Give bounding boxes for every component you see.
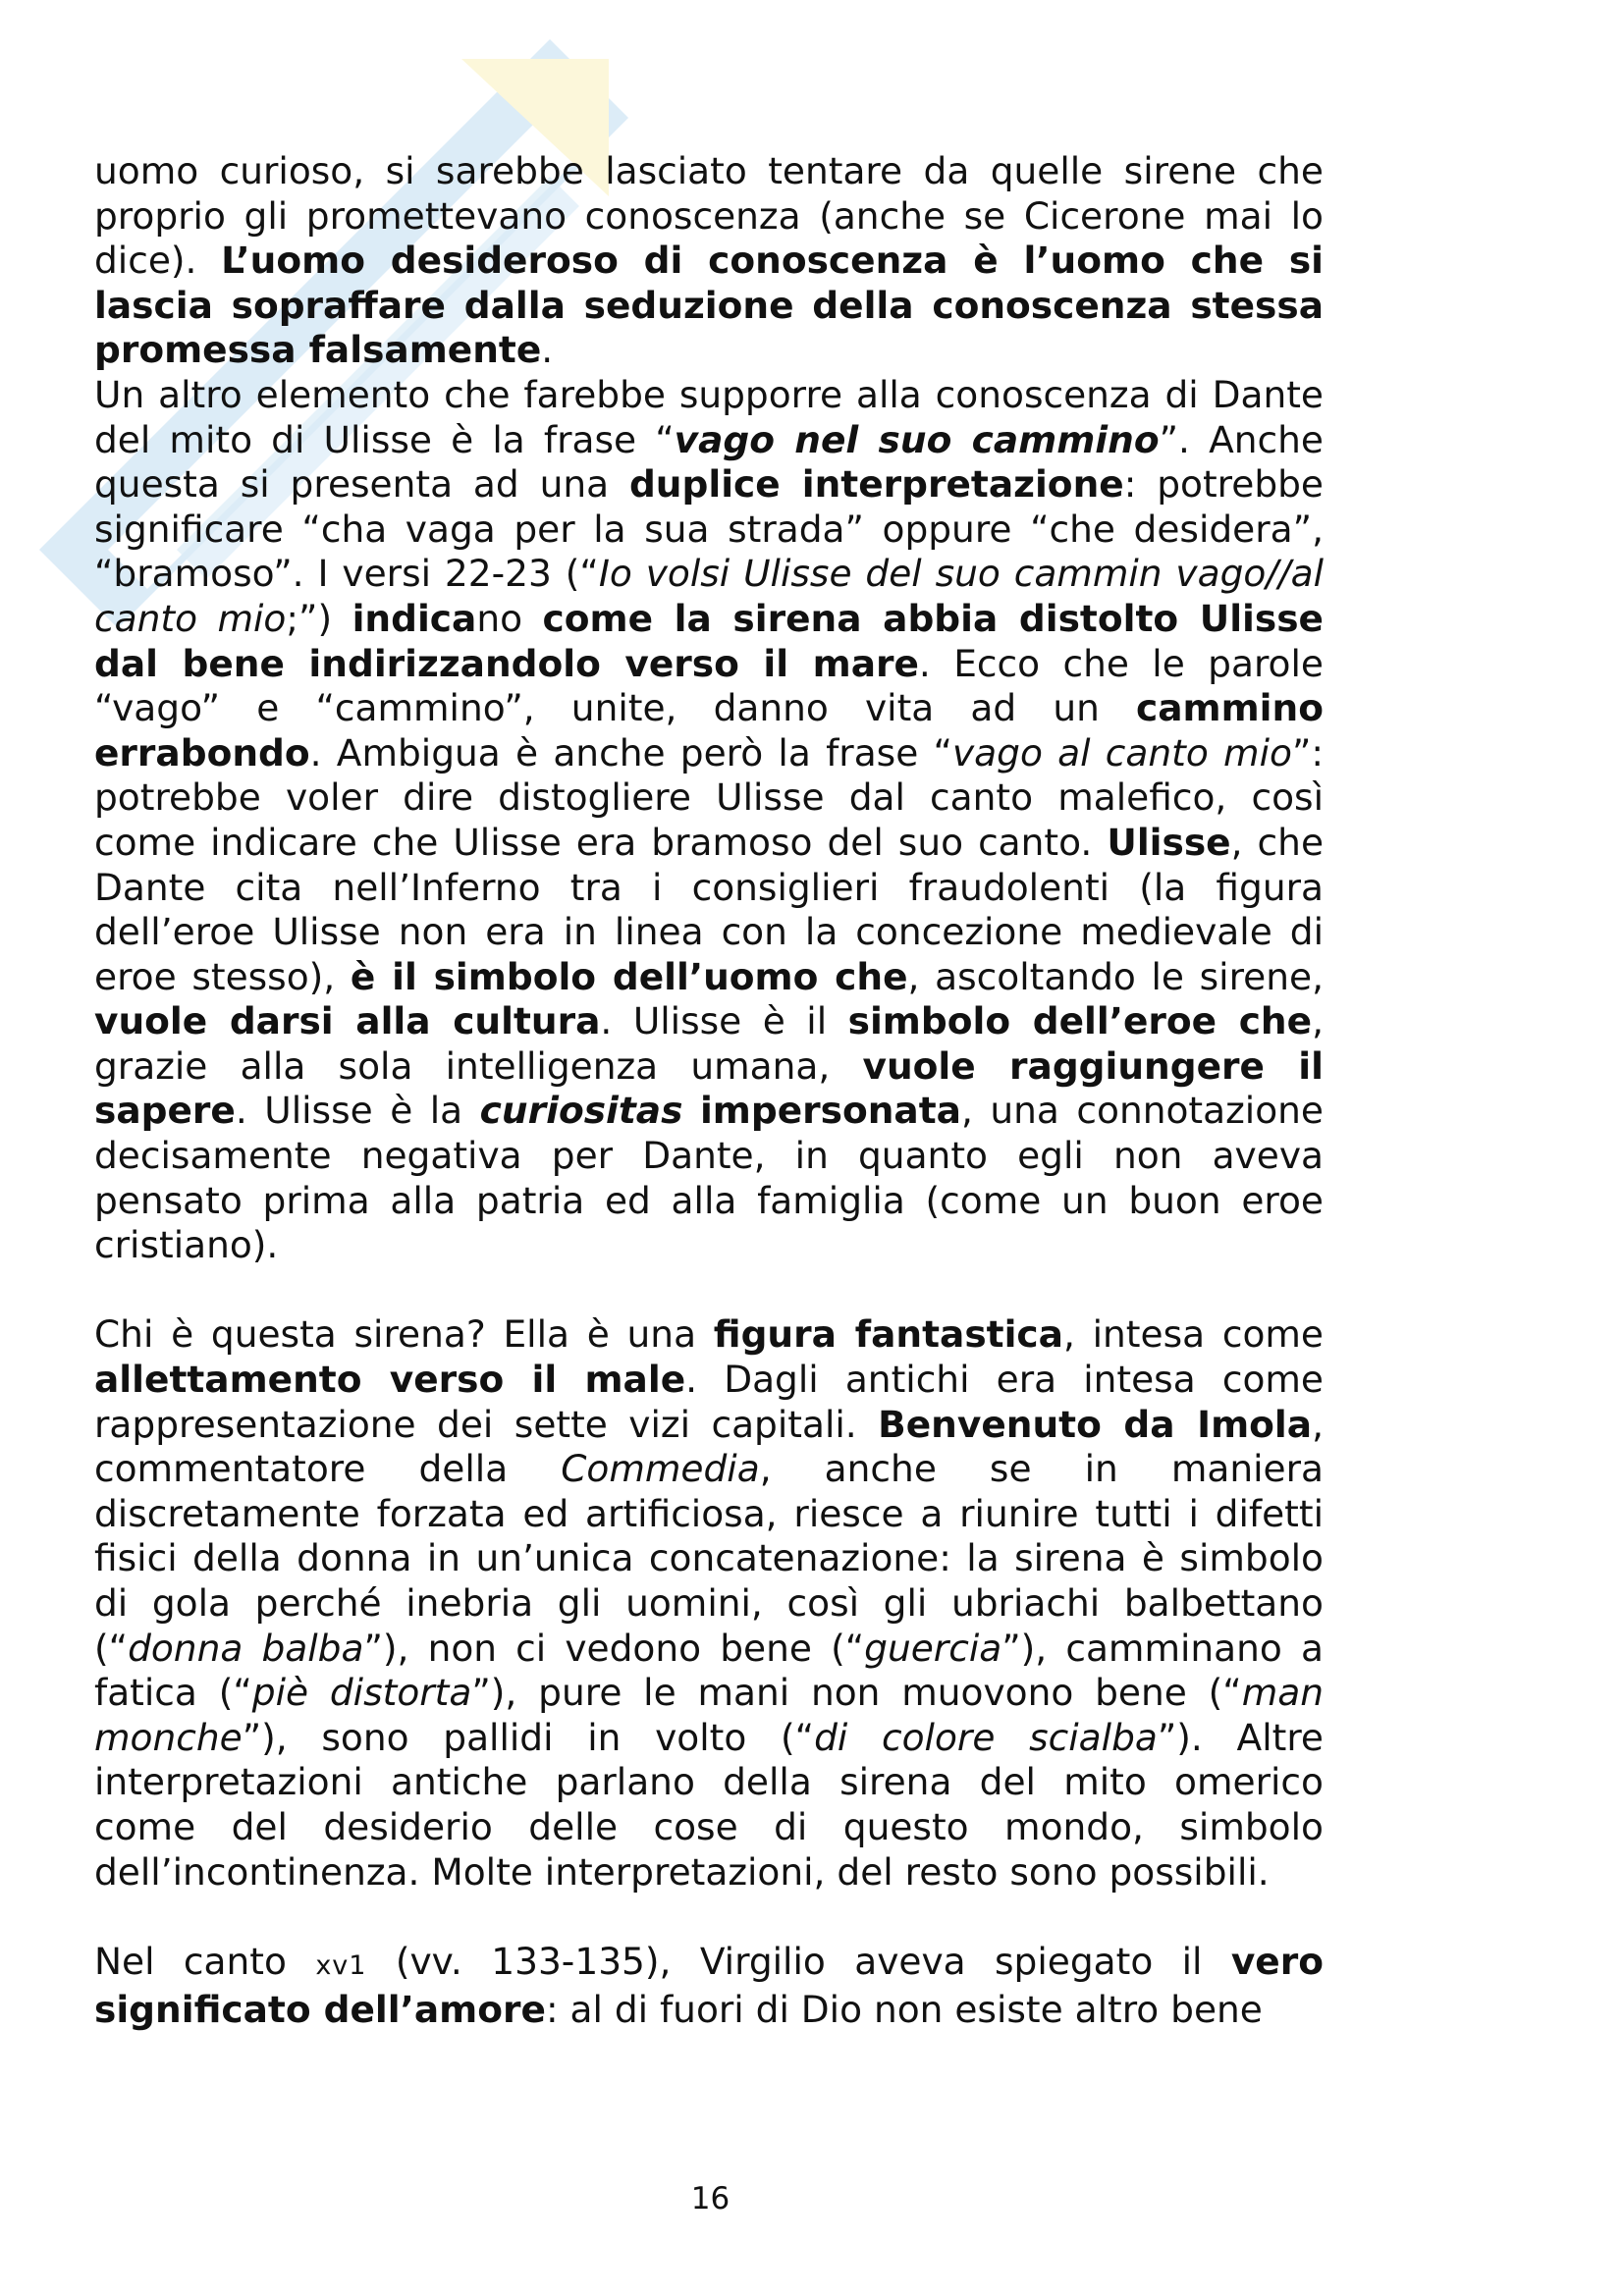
text-run: Benvenuto da Imola: [878, 1402, 1313, 1446]
text-run: ”), non ci vedono bene (“: [363, 1626, 865, 1670]
text-run: figura fantastica: [713, 1312, 1063, 1357]
text-run: [480, 1089, 683, 1132]
text-run: . Ecco che le parole “vago” e “cammino”, unite, danno vita ad un: [94, 641, 1324, 730]
text-run: , commentatore della: [94, 1402, 1324, 1491]
text-run: no: [476, 596, 543, 640]
text-run: curiositas: [479, 1089, 683, 1133]
text-run: piè distorta: [251, 1671, 472, 1715]
text-run: xv1: [315, 1949, 367, 1981]
paragraph: [94, 1312, 1324, 1895]
text-run: . Ulisse è il: [600, 999, 848, 1043]
text-run: ”), camminano a fatica (“: [94, 1626, 1324, 1715]
text-run: vuole raggiungere il sapere: [94, 1043, 1324, 1133]
text-run: . Ulisse è la: [235, 1089, 480, 1133]
text-run: Nel canto: [94, 1939, 316, 1983]
page-number: 16: [690, 2181, 730, 2216]
text-run: è il simbolo dell’uomo che: [350, 954, 908, 998]
text-run: come la sirena abbia distolto Ulisse dal bene indirizzandolo verso il mare: [94, 596, 1324, 685]
text-run: di colore scialba: [814, 1715, 1158, 1759]
text-run: allettamento verso il male: [94, 1358, 686, 1402]
text-run: ”). Altre interpretazioni antiche parlano della sirena del mito omerico come del desiderio delle cose di questo mondo, simbolo dell’incontinenza. Molte interpretazioni, del resto sono possibili.: [94, 1715, 1324, 1894]
text-run: ;”): [286, 596, 352, 640]
text-run: vago al canto mio: [951, 730, 1292, 774]
text-run: ”), pure le mani non muovono bene (“: [471, 1671, 1242, 1715]
text-run: (vv. 133-135), Virgilio aveva spiegato il: [366, 1939, 1231, 1983]
text-run: : al di fuori di Dio non esiste altro bene: [545, 1988, 1263, 2032]
text-run: donna balba: [128, 1626, 364, 1670]
text-run: , ascoltando le sirene,: [907, 954, 1324, 998]
text-run: ”), sono pallidi in volto (“: [242, 1715, 815, 1759]
text-run: vero significato dell’amore: [94, 1939, 1324, 2032]
text-run: , grazie alla sola intelligenza umana,: [94, 999, 1324, 1088]
text-run: , una connotazione decisamente negativa per Dante, in quanto egli non aveva pensato prima alla patria ed alla famiglia (come un buon eroe cristiano).: [94, 1089, 1324, 1267]
text-run: Io volsi Ulisse del suo cammin vago//al canto mio: [94, 552, 1324, 640]
paragraph: [94, 373, 1324, 1268]
text-run: , che Dante cita nell’Inferno tra i consiglieri fraudolenti (la figura dell’eroe Ulisse non era in linea con la concezione medievale di eroe stesso),: [94, 820, 1325, 998]
text-run: , intesa come: [1062, 1312, 1324, 1357]
paragraph: [94, 1940, 1324, 2033]
text-run: impersonata: [699, 1089, 961, 1133]
text-run: man monche: [94, 1671, 1324, 1759]
text-run: L’uomo desideroso di conoscenza è l’uomo che si lascia sopraffare dalla seduzione della conoscenza stessa promessa falsamente: [94, 239, 1324, 372]
text-run: Ulisse: [1107, 820, 1231, 864]
text-run: Commedia: [561, 1447, 760, 1491]
text-run: simbolo dell’eroe che: [847, 999, 1313, 1043]
text-run: [675, 418, 1160, 461]
text-run: Chi è questa sirena? Ella è una: [94, 1312, 714, 1357]
text-run: vuole darsi alla cultura: [94, 999, 601, 1043]
text-run: guercia: [864, 1626, 1002, 1670]
text-run: uomo curioso, si sarebbe lasciato tentare da quelle sirene che proprio gli promettevano conoscenza (anche se Cicerone mai lo dice).: [94, 149, 1324, 283]
text-run: [682, 1089, 700, 1132]
text-run: vago nel suo cammino: [674, 417, 1160, 461]
text-run: indica: [352, 596, 477, 640]
text-run: Un altro elemento che farebbe supporre alla conoscenza di Dante del mito di Ulisse è la frase “: [94, 372, 1324, 461]
text-run: : potrebbe significare “cha vaga per la sua strada” oppure “che desidera”, “bramoso”. I versi 22-23 (“: [94, 462, 1324, 596]
text-run: . Ambigua è anche però la frase “: [309, 730, 952, 774]
text-run: , anche se in maniera discretamente forzata ed artificiosa, riesce a riunire tutti i difetti fisici della donna in un’unica concatenazione: la sirena è simbolo di gola perché inebria gli uomini, così gli ubriachi balbettano (“: [94, 1447, 1324, 1670]
paragraph: [94, 149, 1324, 373]
text-run: ”. Anche questa si presenta ad una: [94, 417, 1324, 507]
text-run: .: [541, 328, 554, 372]
text-run: . Dagli antichi era intesa come rappresentazione dei sette vizi capitali.: [94, 1358, 1324, 1446]
document-body: [94, 149, 1324, 2033]
text-run: duplice interpretazione: [628, 462, 1124, 507]
text-run: ”: potrebbe voler dire distogliere Ulisse dal canto malefico, così come indicare che Ulisse era bramoso del suo canto.: [94, 730, 1324, 864]
text-run: cammino errabondo: [94, 686, 1324, 774]
